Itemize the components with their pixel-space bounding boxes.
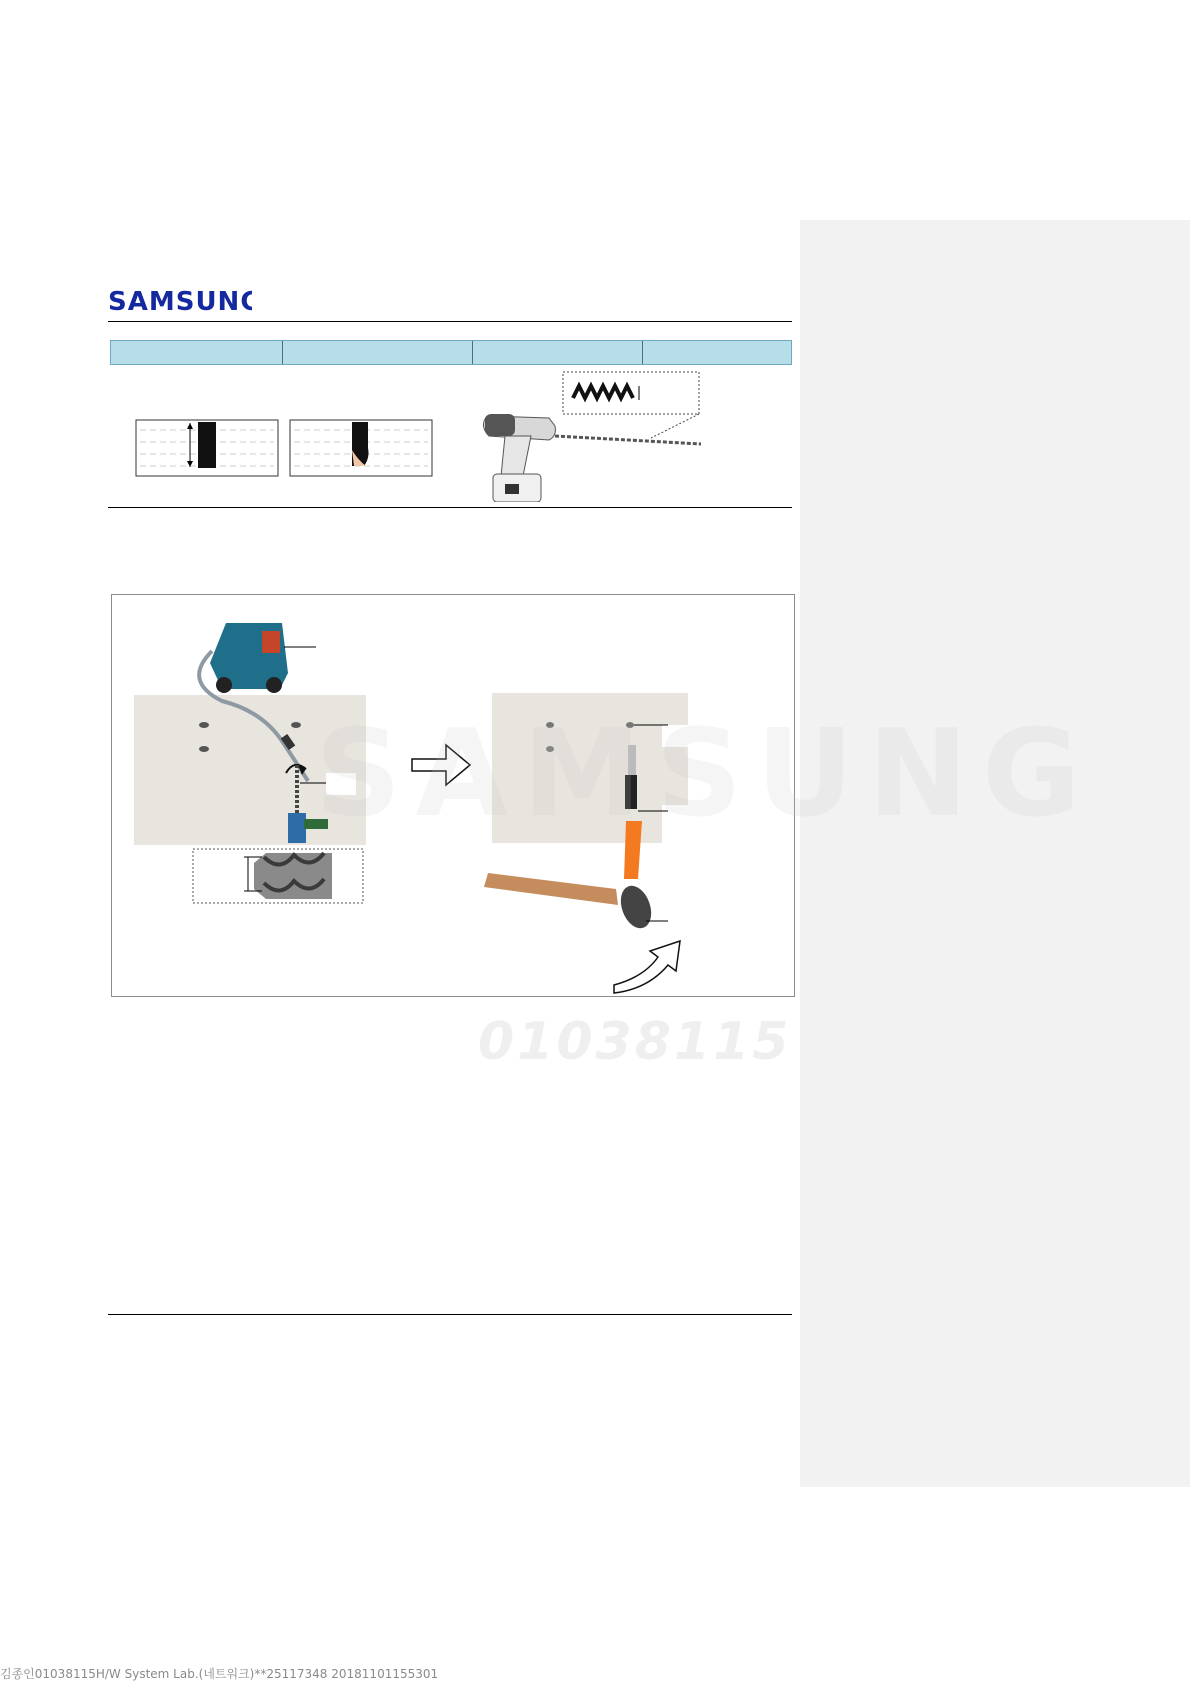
table-header-cell: [283, 341, 473, 364]
header-rule: [108, 321, 792, 322]
table-header-row: [110, 340, 792, 365]
vacuum-cleaner-image: [210, 623, 316, 693]
footer-rule: [108, 1314, 792, 1315]
curved-arrow-icon: [614, 941, 680, 993]
table-header-cell: [643, 341, 791, 364]
table-header-cell: [473, 341, 644, 364]
anchor-setting-tool-image: [624, 821, 642, 879]
installation-diagram: [111, 594, 795, 997]
wall-hole-anchor-figure: [290, 420, 432, 476]
table-header-cell: [111, 341, 283, 364]
wall-hole-depth-figure: [136, 420, 278, 476]
drill-bit-closeup-image: [244, 853, 332, 899]
hammer-image: [484, 873, 668, 932]
left-panel-drilling: [134, 623, 366, 903]
footer-text: 김종인01038115H/W System Lab.(네트워크)**25117348 20181101155301: [0, 1667, 439, 1681]
table-figure-row: [110, 368, 792, 502]
sidebar-panel: [800, 220, 1190, 1487]
right-arrow-icon: [412, 745, 470, 785]
samsung-logo-text: SAMSUNG: [108, 287, 252, 317]
right-panel-anchoring: [484, 693, 692, 993]
cordless-drill-figure: [483, 372, 701, 502]
samsung-logo: [108, 280, 252, 320]
table-bottom-rule: [108, 507, 792, 508]
watermark-number: 01038115: [478, 1012, 792, 1072]
